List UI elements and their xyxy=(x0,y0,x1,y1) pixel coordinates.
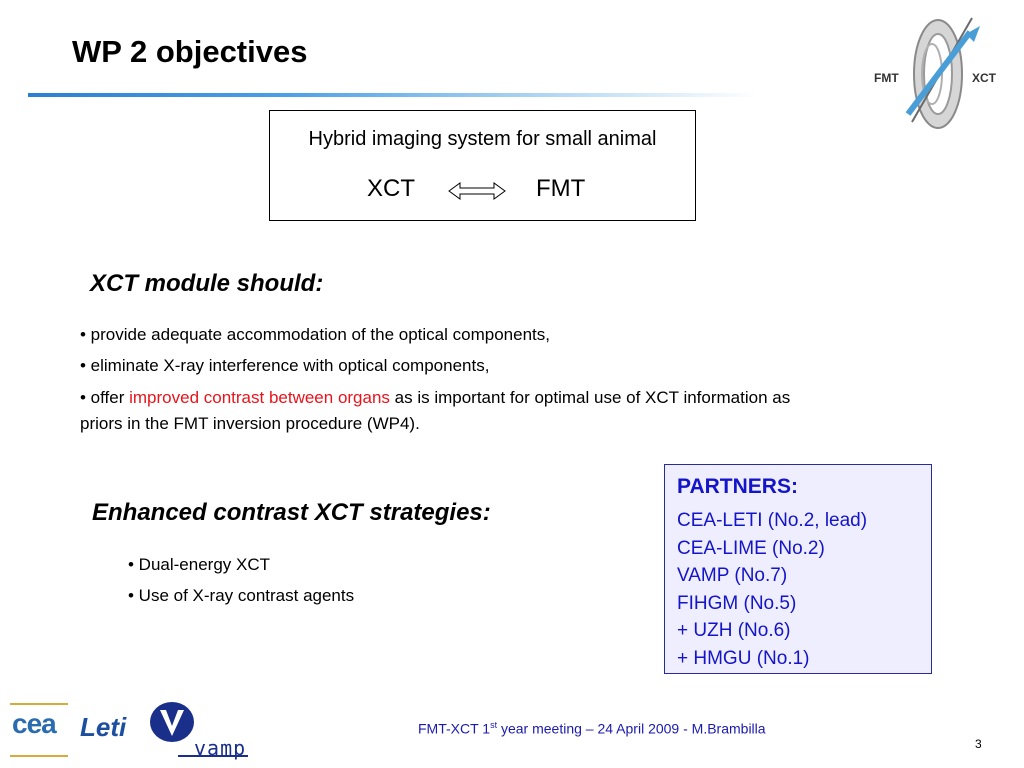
slide-title: WP 2 objectives xyxy=(72,34,308,69)
logo-fmt-label: FMT xyxy=(874,71,899,85)
page-number: 3 xyxy=(975,737,982,751)
hybrid-box-title: Hybrid imaging system for small animal xyxy=(308,128,657,150)
footer-text-sup: st xyxy=(490,720,498,730)
title-underline xyxy=(28,93,758,97)
cea-logo-rule-top xyxy=(10,703,68,705)
hybrid-system-box xyxy=(269,110,696,221)
footer-meeting-text xyxy=(418,720,766,737)
xct-bullet-1: • provide adequate accommodation of the optical components, xyxy=(80,325,550,344)
strategies-heading: Enhanced contrast XCT strategies: xyxy=(92,499,491,526)
footer-text-post: year meeting – 24 April 2009 - M.Brambilla xyxy=(497,720,766,737)
hybrid-fmt-label: FMT xyxy=(536,175,586,202)
double-arrow-icon xyxy=(448,181,506,206)
partner-item: CEA-LETI (No.2, lead) xyxy=(677,510,868,531)
strategy-item: • Use of X-ray contrast agents xyxy=(128,586,355,605)
partners-box xyxy=(664,464,932,674)
partner-item: VAMP (No.7) xyxy=(677,565,788,586)
highlight-text: improved contrast between organs xyxy=(129,388,390,407)
xct-bullet-2: • eliminate X-ray interference with optical components, xyxy=(80,356,490,375)
leti-logo: Leti xyxy=(80,712,127,742)
strategy-item: • Dual-energy XCT xyxy=(128,555,271,574)
xct-bullet-3-line2: priors in the FMT inversion procedure (WP4). xyxy=(80,414,420,433)
xct-bullet-3 xyxy=(80,385,940,410)
partners-list xyxy=(677,507,867,672)
vamp-logo-text: vamp xyxy=(194,736,247,760)
footer-text-pre: FMT-XCT 1 xyxy=(418,720,491,737)
xct-module-heading: XCT module should: xyxy=(90,270,324,297)
partner-item: + HMGU (No.1) xyxy=(677,647,810,669)
hybrid-xct-label: XCT xyxy=(367,175,415,202)
partners-title: PARTNERS: xyxy=(677,475,798,498)
logo-xct-label: XCT xyxy=(972,71,996,85)
partner-item: CEA-LIME (No.2) xyxy=(677,537,825,559)
vamp-logo-icon xyxy=(148,700,198,751)
xct-bullet-3-post: as is important for optimal use of XCT information as xyxy=(389,388,791,407)
cea-logo-rule-bottom xyxy=(10,755,68,757)
partner-item: + UZH (No.6) xyxy=(677,620,791,641)
cea-logo: cea xyxy=(12,708,56,739)
xct-bullet-3-pre: • offer xyxy=(80,388,130,407)
fmt-xct-logo xyxy=(870,14,1010,132)
partner-item: FIHGM (No.5) xyxy=(677,592,797,614)
